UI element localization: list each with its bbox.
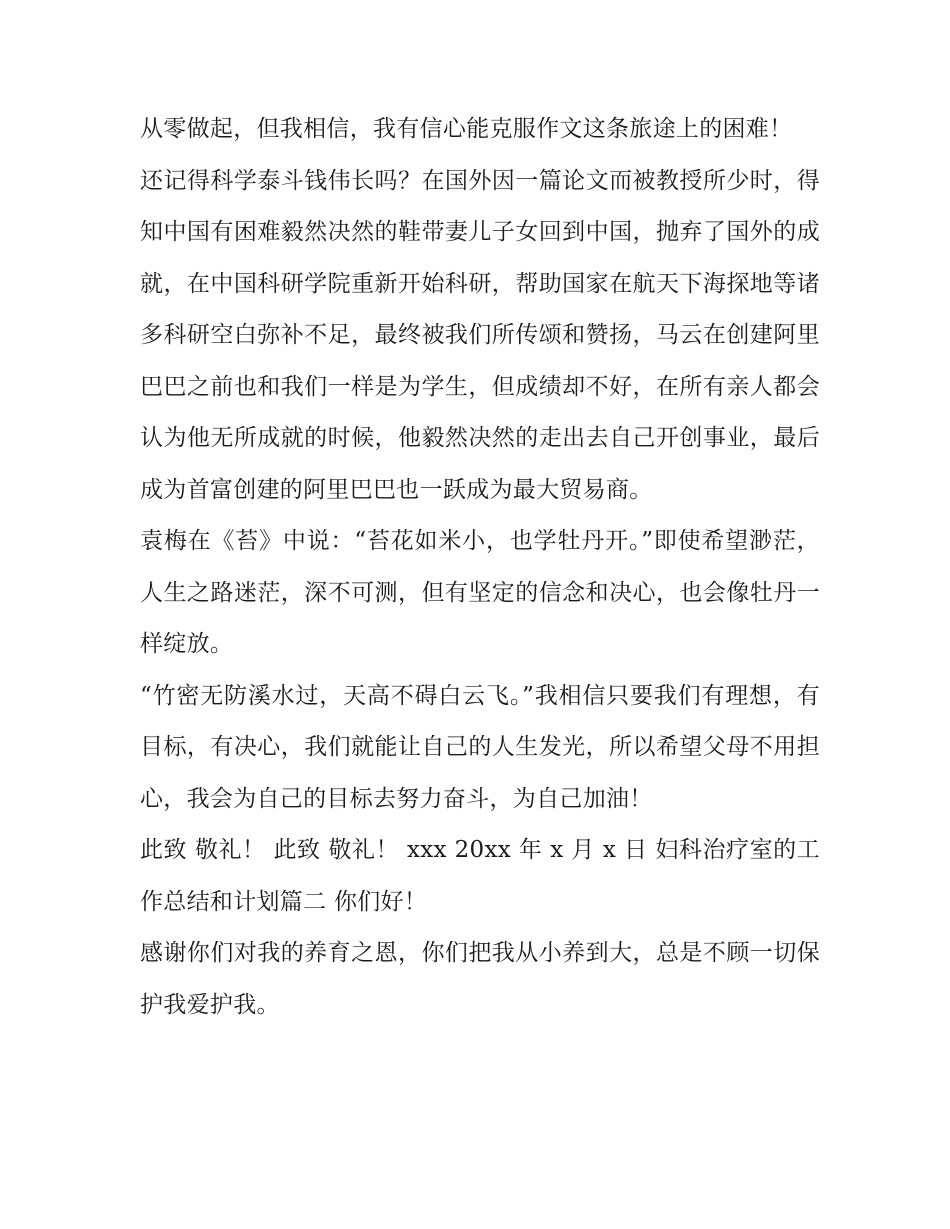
paragraph-3: 袁梅在《苔》中说：“苔花如米小，也学牡丹开。”即使希望渺茫，人生之路迷茫，深不可测，但有坚定的信念和决心，也会像牡丹一样绽放。 (140, 528, 820, 657)
paragraph-4: “竹密无防溪水过，天高不碍白云飞。”我相信只要我们有理想，有目标，有决心，我们就能让自己的人生发光，所以希望父母不用担心，我会为自己的目标去努力奋斗，为自己加油！ (140, 682, 820, 812)
paragraph-1: 从零做起，但我相信，我有信心能克服作文这条旅途上的困难！ (140, 116, 793, 142)
document-body (140, 104, 820, 1031)
paragraph-5: 此致 敬礼！ 此致 敬礼！ xxx 20xx 年 x 月 x 日 妇科治疗室的工作总结和计划篇二 你们好！ (140, 837, 820, 915)
paragraph-6: 感谢你们对我的养育之恩，你们把我从小养到大，总是不顾一切保护我爱护我。 (140, 940, 820, 1018)
paragraph-2: 还记得科学泰斗钱伟长吗？在国外因一篇论文而被教授所少时，得知中国有困难毅然决然的鞋带妻儿子女回到中国，抛弃了国外的成就，在中国科研学院重新开始科研，帮助国家在航天下海探地等诸多科研空白弥补不足，最终被我们所传颂和赞扬，马云在创建阿里巴巴之前也和我们一样是为学生，但成绩却不好，在所有亲人都会认为他无所成就的时候，他毅然决然的走出去自己开创事业，最后成为首富创建的阿里巴巴也一跃成为最大贸易商。 (140, 167, 820, 503)
